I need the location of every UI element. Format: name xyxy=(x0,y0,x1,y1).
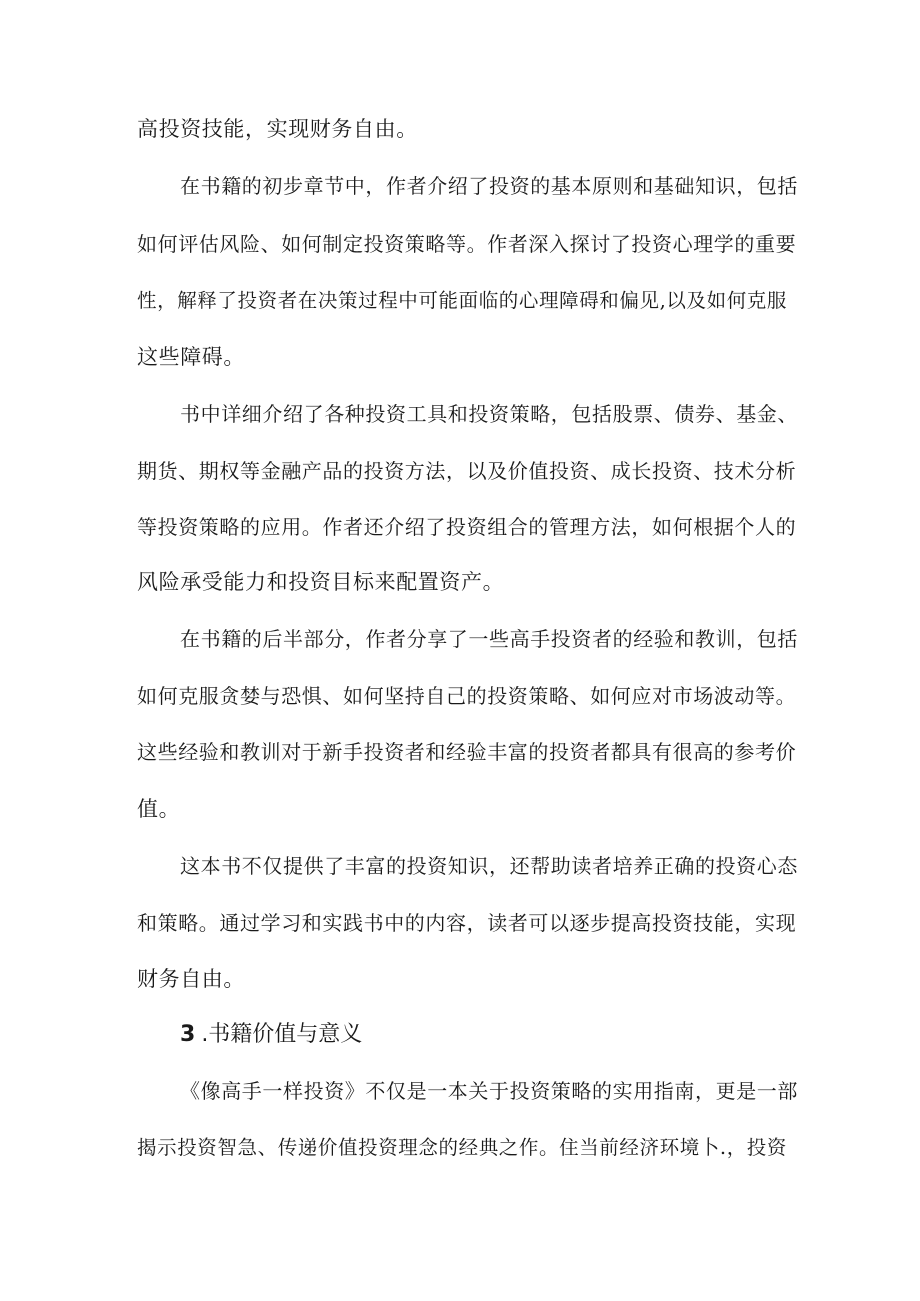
paragraph-line: 这些经验和教训对于新手投资者和经验丰富的投资者都具有很高的参考价 xyxy=(137,740,797,764)
paragraph-line: 揭示投资智急、传递价值投资理念的经典之作。住当前经济环境卜.，投资 xyxy=(137,1136,787,1159)
paragraph-line: 书中详细介绍了各种投资工具和投资策略，包括股票、债券、基金、 xyxy=(180,402,798,426)
paragraph-line: 这本书不仅提供了丰富的投资知识，还帮助读者培养正确的投资心态 xyxy=(180,854,798,878)
paragraph-line: 性，解释了投资者在决策过程中可能面临的心理障碍和偏见,以及如何克服 xyxy=(137,289,787,312)
paragraph-line: 在书籍的初步章节中，作者介绍了投资的基本原则和基础知识，包括 xyxy=(180,174,798,198)
paragraph-line: 和策略。通过学习和实践书中的内容，读者可以逐步提高投资技能，实现 xyxy=(137,911,797,935)
paragraph-line: 期货、期权等金融产品的投资方法，以及价值投资、成长投资、技术分析 xyxy=(137,459,797,483)
section-title: .书籍价值与意义 xyxy=(201,1022,363,1047)
paragraph-line: 如何评估风险、如何制定投资策略等。作者深入探讨了投资心理学的重要 xyxy=(137,232,797,256)
paragraph-line: 高投资技能，实现财务自由。 xyxy=(137,117,418,141)
paragraph-line: 在书籍的后半部分，作者分享了一些高手投资者的经验和教训，包括 xyxy=(180,627,798,651)
paragraph-line: 等投资策略的应用。作者还介绍了投资组合的管理方法，如何根据个人的 xyxy=(137,515,797,539)
paragraph-line: 值。 xyxy=(137,797,181,821)
section-number: 3 xyxy=(180,1022,196,1047)
paragraph-line: 这些障碍。 xyxy=(137,345,245,369)
paragraph-line: 《像高手一样投资》不仅是一本关于投资策略的实用指南，更是一部 xyxy=(180,1079,798,1103)
paragraph-line: 风险承受能力和投资目标来配置资产。 xyxy=(137,570,505,594)
paragraph-line: 财务自由。 xyxy=(137,967,245,991)
paragraph-line: 如何克服贪婪与恐惧、如何坚持自己的投资策略、如何应对市场波动等。 xyxy=(137,684,797,708)
section-heading xyxy=(180,1021,362,1049)
